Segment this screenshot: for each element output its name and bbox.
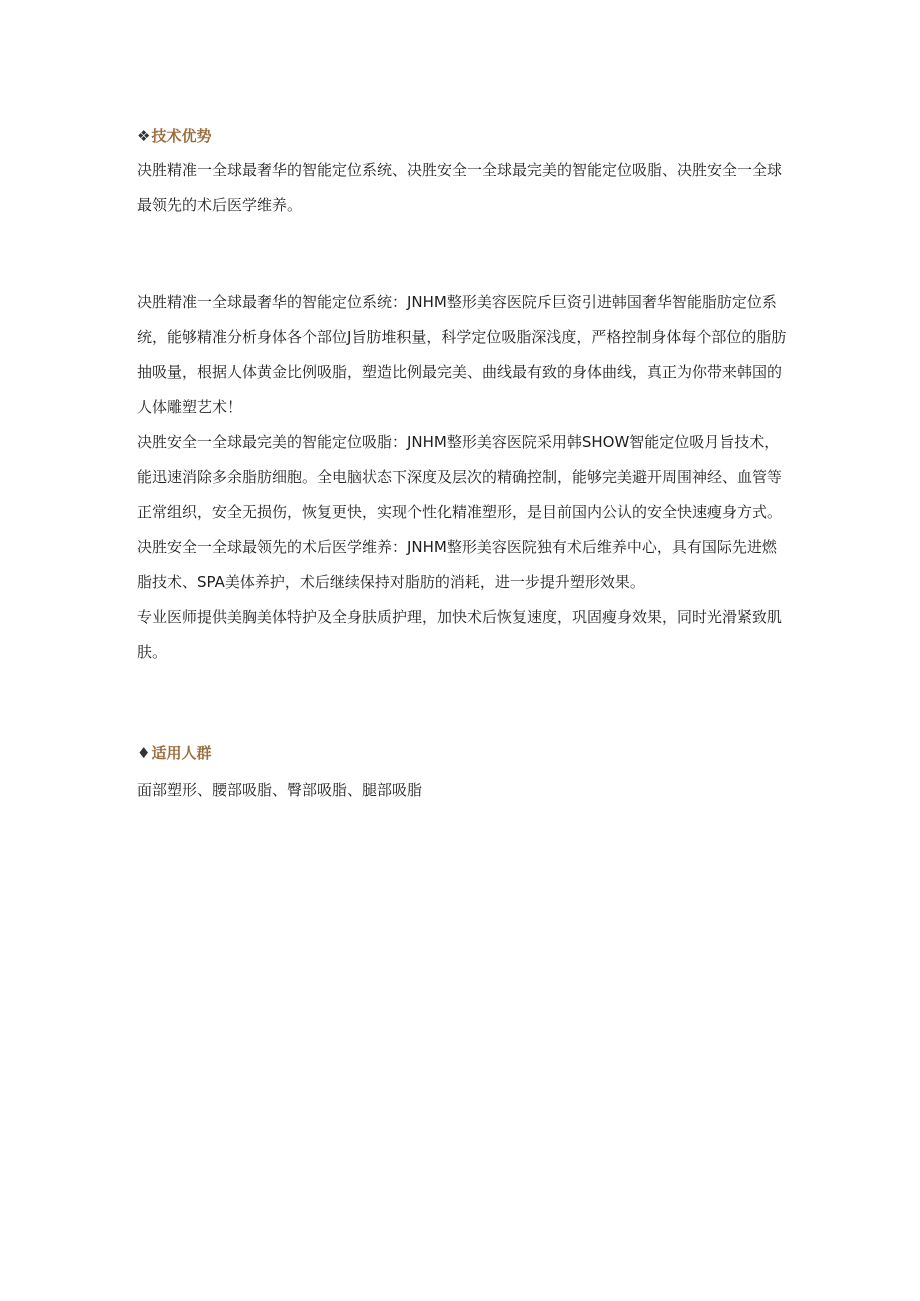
tech-paragraph-positioning: 决胜精准一全球最奢华的智能定位系统：JNHM整形美容医院斥巨资引进韩国奢华智能脂肪定位系统，能够精准分析身体各个部位J旨肪堆积量，科学定位吸脂深浅度，严格控制身体每个部位的脂肪抽吸量，根据人体黄金比例吸脂，塑造比例最完美、曲线最有致的身体曲线，真正为你带来韩国的人体雕塑艺术！: [137, 293, 787, 416]
tech-paragraph-physician-care: 专业医师提供美胸美体特护及全身肤质护理，加快术后恢复速度，巩固瘦身效果，同时光滑紧致肌肤。: [137, 608, 783, 661]
tech-details: [137, 285, 787, 670]
audience-text: 面部塑形、腰部吸脂、臀部吸脂、腿部吸脂: [137, 781, 423, 799]
section-title-audience: 适用人群: [151, 744, 212, 762]
section-heading-tech: [137, 126, 211, 146]
tech-paragraph-liposuction: 决胜安全一全球最完美的智能定位吸脂：JNHM整形美容医院采用韩SHOW智能定位吸月旨技术，能迅速消除多余脂肪细胞。全电脑状态下深度及层次的精确控制，能够完美避开周围神经、血管等正常组织，安全无损伤，恢复更快，实现个性化精准塑形，是目前国内公认的安全快速瘦身方式。: [137, 433, 783, 521]
section-heading-audience: [137, 743, 211, 763]
tech-paragraph-aftercare: 决胜安全一全球最领先的术后医学维养：JNHM整形美容医院独有术后维养中心，具有国际先进燃脂技术、SPA美体养护，术后继续保持对脂肪的消耗，进一步提升塑形效果。: [137, 538, 777, 591]
section-title-tech: 技术优势: [151, 127, 212, 145]
diamond-bullet-icon: ❖: [137, 127, 151, 145]
diamond-bullet-icon: ♦: [137, 744, 151, 762]
tech-summary-paragraph: 决胜精准一全球最奢华的智能定位系统、决胜安全一全球最完美的智能定位吸脂、决胜安全一全球最领先的术后医学维养。: [137, 161, 783, 214]
